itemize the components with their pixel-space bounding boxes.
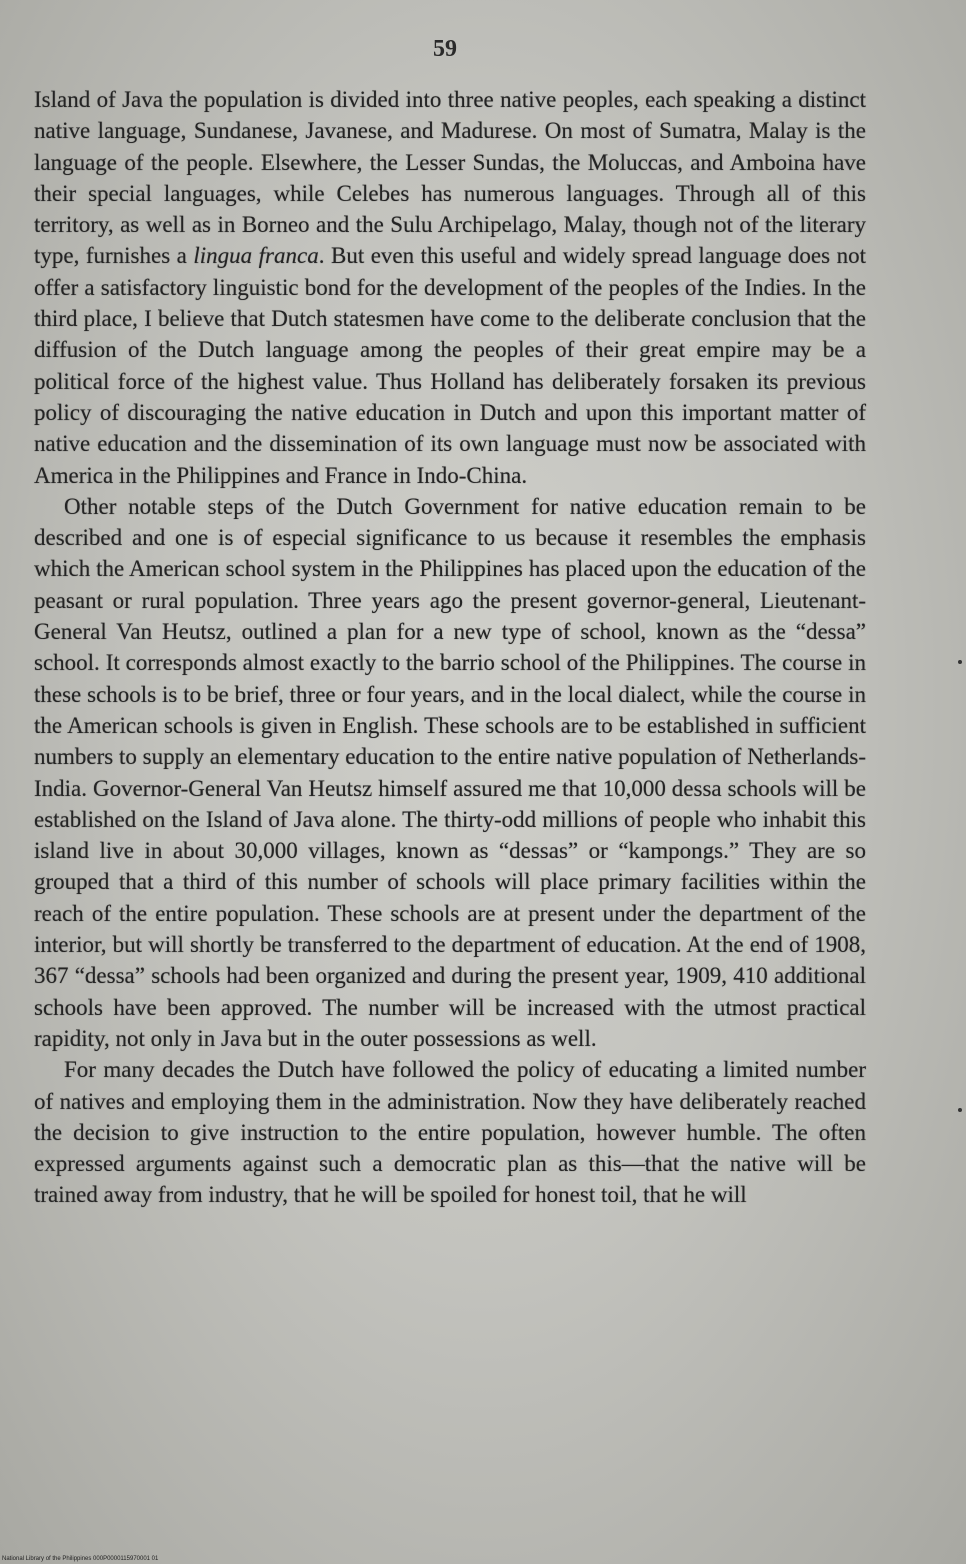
paragraph-1-text-after: . But even this useful and widely spread language does not offer a satisfactory linguistic bond for the development of the peoples of the Indies. In the third place, I believe that Dutch statesmen have come to the deliberate conclusion that the diffusion of the Dutch language among the peoples of their great empire may be a political force of the highest value. Thus Holland has deliberately forsaken its previous policy of discouraging the native education in Dutch and upon this important matter of native education and the dissemination of its own language must now be associated with America in the Philippines and France in Indo-China.	[34, 243, 866, 488]
paragraph-3: For many decades the Dutch have followed the policy of educating a limited number of natives and employing them in the administration. Now they have deliberately reached the decision to give instruction to the entire population, however humble. The often expressed arguments against such a democratic plan as this—that the native will be trained away from industry, that he will be spoiled for honest toil, that he will	[34, 1057, 866, 1208]
scan-speck	[958, 1108, 962, 1112]
body-text	[34, 84, 866, 1211]
scan-speck	[958, 660, 962, 664]
archive-footer: National Library of the Philippines 000P0000115970001 01	[2, 1556, 159, 1562]
paragraph-1	[34, 84, 866, 491]
page-number: 59	[433, 36, 457, 62]
paragraph-2: Other notable steps of the Dutch Government for native education remain to be described and one is of especial significance to us because it resembles the emphasis which the American school system in the Philippines has placed upon the education of the peasant or rural population. Three years ago the present governor-general, Lieutenant-General Van Heutsz, outlined a plan for a new type of school, known as the “dessa” school. It corresponds almost exactly to the barrio school of the Philippines. The course in these schools is to be brief, three or four years, and in the local dialect, while the course in the American schools is given in English. These schools are to be established in sufficient numbers to supply an elementary education to the entire native population of Netherlands-India. Governor-General Van Heutsz himself assured me that 10,000 dessa schools will be established on the Island of Java alone. The thirty-odd millions of people who inhabit this island live in about 30,000 villages, known as “dessas” or “kampongs.” They are so grouped that a third of this number of schools will place primary facilities within the reach of the entire population. These schools are at present under the department of the interior, but will shortly be transferred to the department of education. At the end of 1908, 367 “dessa” schools had been organized and during the present year, 1909, 410 additional schools have been approved. The number will be increased with the utmost practical rapidity, not only in Java but in the outer possessions as well.	[34, 493, 866, 1051]
paragraph-1-text-before: Island of Java the population is divided into three native peoples, each speaking a distinct native language, Sundanese, Javanese, and Madurese. On most of Sumatra, Malay is the language of the people. Elsewhere, the Lesser Sundas, the Moluccas, and Amboina have their special languages, while Celebes has numerous languages. Through all of this territory, as well as in Borneo and the Sulu Archipelago, Malay, though not of the literary type, furnishes a	[34, 87, 866, 269]
emphasis-lingua-franca: lingua franca	[193, 243, 319, 269]
